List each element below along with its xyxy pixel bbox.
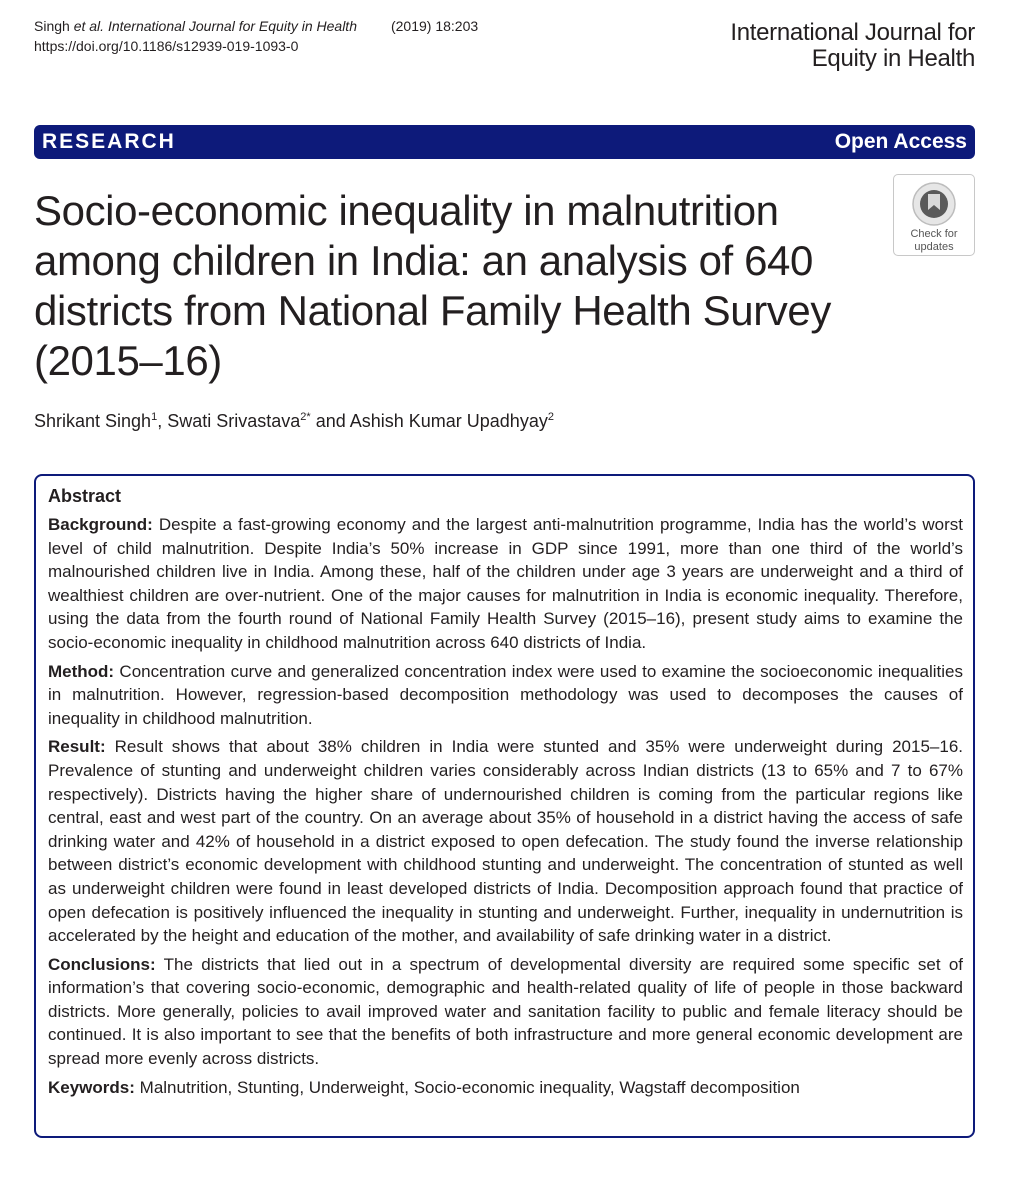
section-label: Conclusions: — [48, 954, 156, 974]
doi-link[interactable]: https://doi.org/10.1186/s12939-019-1093-0 — [34, 38, 299, 54]
abstract-heading: Abstract — [48, 486, 122, 506]
abstract-conclusions — [48, 953, 963, 1071]
journal-logo — [730, 20, 975, 72]
crossmark-icon — [911, 181, 957, 227]
section-text: Despite a fast-growing economy and the largest anti-malnutrition programme, India has the world’s worst level of child malnutrition. Despite India’s 50% increase in GDP since 1991, more than one third of the world’s malnourished children live in India. Among these, half of the children under age 3 years are underweight and a third of wealthiest children are over-nutrient. One of the major causes for malnutrition in India is economic inequality. Therefore, using the data from the fourth round of National Family Health Survey (2015–16), present study aims to examine the socio-economic inequality in childhood malnutrition across 640 districts of India. — [48, 515, 963, 652]
check-badge-line2: updates — [914, 241, 954, 253]
check-for-updates-button[interactable] — [893, 174, 975, 256]
journal-logo-line2: Equity in Health — [811, 45, 975, 72]
citation-line — [34, 16, 478, 36]
author-name: Swati Srivastava — [167, 411, 301, 431]
author-list — [34, 404, 554, 434]
article-title: Socio-economic inequality in malnutrition among children in India: an analysis of 640 districts from National Family Health Survey (2015–16) — [34, 187, 831, 384]
section-text: Result shows that about 38% children in India were stunted and 35% were underweight during 2015–16. Prevalence of stunting and underweight children varies considerably across Indian districts (13 to 65% and 7 to 67% respectively). Districts having the higher share of undernourished children is coming from the particular regions like central, east and west part of the country. On an average about 35% of household in a district having the access of safe drinking water and 42% of household in a district exposed to open defecation. The study found the inverse relationship between district’s economic development with childhood stunting and underweight. The concentration of stunted as well as underweight children were found in least developed districts of India. Decomposition approach found that practice of open defecation is positively influenced the inequality in stunting and underweight. Further, inequality in undernutrition is accelerated by the height and education of the mother, and availability of safe drinking water in a district. — [48, 737, 963, 946]
abstract-box — [34, 474, 975, 1138]
abstract-result — [48, 735, 963, 947]
author-name: Shrikant Singh — [34, 411, 152, 431]
author-affiliation: 2 — [547, 411, 554, 423]
abstract-method — [48, 660, 963, 731]
section-label: Keywords: — [48, 1077, 135, 1097]
section-text: Concentration curve and generalized concentration index were used to examine the socioeconomic inequalities in malnutrition. However, regression-based decomposition methodology was used to decomposes the causes of inequality in childhood malnutrition. — [48, 661, 963, 728]
abstract-keywords — [48, 1076, 963, 1100]
article-type-label: RESEARCH — [42, 130, 176, 153]
author-affiliation: 1 — [151, 411, 158, 423]
journal-logo-line1: International Journal for — [730, 19, 975, 46]
abstract-background — [48, 513, 963, 655]
section-label: Method: — [48, 661, 115, 681]
citation-volume: (2019) 18:203 — [390, 18, 479, 34]
open-access-label: Open Access — [834, 130, 967, 153]
author-name: Ashish Kumar Upadhyay — [349, 411, 548, 431]
citation-header — [34, 16, 478, 56]
article-banner — [34, 125, 975, 159]
author-separator: and — [310, 411, 350, 431]
check-badge-line1: Check for — [910, 228, 958, 240]
citation-journal: et al. International Journal for Equity in Health — [73, 18, 357, 34]
section-label: Background: — [48, 515, 153, 534]
section-text: The districts that lied out in a spectrum of developmental diversity are required some specific set of information’s that covering socio-economic, demographic and health-related quality of life of people in those backward districts. More generally, policies to avail improved water and sanitation facility to public and female literacy should be continued. It is also important to see that the benefits of both infrastructure and more general economic development are spread more evenly across districts. — [48, 954, 963, 1069]
author-affiliation: 2* — [300, 411, 311, 423]
section-text: Malnutrition, Stunting, Underweight, Socio-economic inequality, Wagstaff decomposition — [139, 1077, 800, 1097]
citation-author: Singh — [34, 18, 74, 34]
section-label: Result: — [48, 737, 106, 757]
author-separator: , — [157, 411, 168, 431]
